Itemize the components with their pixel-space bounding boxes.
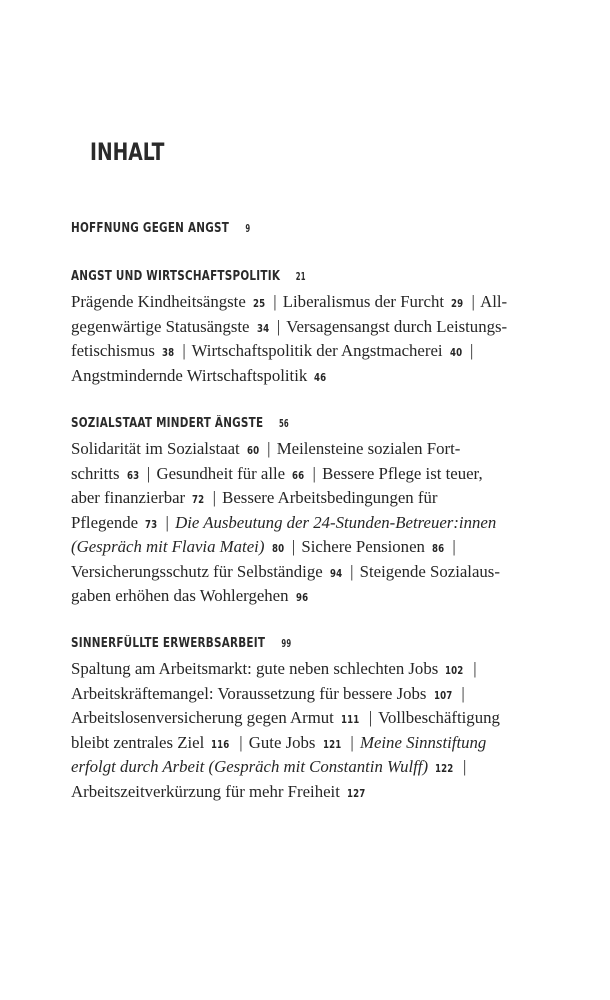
entry-page-number: 127 bbox=[347, 787, 366, 800]
entry-separator: | bbox=[368, 708, 373, 727]
entry-text-italic: Die Ausbeutung der 24-Stunden-Betreuer:innen bbox=[175, 512, 497, 532]
page-title: INHALT bbox=[90, 138, 165, 166]
toc-line bbox=[71, 339, 531, 364]
entry-page-number: 34 bbox=[256, 322, 270, 335]
entry-page-number: 60 bbox=[246, 445, 260, 457]
entry-page-number: 121 bbox=[322, 738, 342, 751]
entry-separator: | bbox=[452, 537, 456, 556]
entry-page-number: 94 bbox=[329, 567, 343, 580]
entry-page-number: 46 bbox=[314, 371, 327, 384]
entry-page-number: 73 bbox=[145, 518, 158, 531]
entry-separator: | bbox=[276, 316, 281, 336]
toc-line bbox=[71, 706, 531, 731]
entry-separator: | bbox=[212, 488, 216, 507]
entry-separator: | bbox=[473, 659, 477, 678]
toc-section-angst bbox=[71, 268, 531, 388]
entry-text: Spaltung am Arbeitsmarkt: gute neben schlechten Jobs bbox=[71, 659, 439, 678]
entry-separator: | bbox=[312, 463, 316, 483]
entry-page-number: 107 bbox=[433, 689, 453, 702]
toc-line bbox=[71, 315, 531, 340]
entry-text-italic: (Gespräch mit Flavia Matei) bbox=[71, 537, 265, 556]
entry-separator: | bbox=[239, 732, 243, 752]
toc-section-erwerbsarbeit bbox=[71, 635, 531, 804]
entry-separator: | bbox=[146, 463, 151, 483]
section-entries bbox=[71, 437, 531, 609]
entry-text: Arbeitslosenversicherung gegen Armut bbox=[71, 708, 334, 727]
entry-text: Versagensangst durch Leistungs- bbox=[286, 316, 508, 336]
entry-text: Angstmindernde Wirtschaftspolitik bbox=[71, 365, 308, 385]
entry-separator: | bbox=[461, 683, 465, 703]
entry-text: schritts bbox=[71, 463, 120, 483]
entry-text-italic: Meine Sinnstiftung bbox=[359, 732, 487, 752]
entry-text-italic: erfolgt durch Arbeit (Gespräch mit Constantin Wulff) bbox=[71, 757, 429, 776]
entry-text: aber finanzierbar bbox=[71, 488, 186, 507]
toc-section-sozialstaat bbox=[71, 415, 531, 609]
section-title: SOZIALSTAAT MINDERT ÄNGSTE bbox=[71, 416, 264, 431]
entry-separator: | bbox=[350, 561, 354, 581]
section-title: SINNERFÜLLTE ERWERBSARBEIT bbox=[71, 636, 266, 651]
entry-separator: | bbox=[291, 537, 296, 556]
toc-line bbox=[71, 560, 531, 585]
entry-page-number: 25 bbox=[252, 298, 266, 310]
entry-page-number: 116 bbox=[211, 738, 230, 751]
entry-text: gaben erhöhen das Wohlergehen bbox=[71, 586, 289, 605]
entry-separator: | bbox=[182, 341, 186, 360]
entry-text: Arbeitskräftemangel: Voraussetzung für bessere Jobs bbox=[71, 683, 427, 703]
entry-separator: | bbox=[471, 292, 475, 311]
toc-line bbox=[71, 755, 531, 780]
entry-separator: | bbox=[463, 757, 467, 776]
entry-text: Steigende Sozialaus- bbox=[359, 561, 500, 581]
entry-page-number: 102 bbox=[445, 665, 464, 677]
entry-text: Arbeitszeitverkürzung für mehr Freiheit bbox=[71, 781, 340, 801]
toc-line bbox=[71, 780, 531, 805]
toc-line bbox=[71, 290, 531, 315]
entry-text: Vollbeschäftigung bbox=[378, 708, 500, 727]
section-title: ANGST UND WIRTSCHAFTSPOLITIK bbox=[71, 269, 281, 284]
section-title: HOFFNUNG GEGEN ANGST bbox=[71, 221, 230, 236]
entry-text: bleibt zentrales Ziel bbox=[71, 732, 205, 752]
entry-text: Sichere Pensionen bbox=[301, 537, 425, 556]
entry-text: gegenwärtige Statusängste bbox=[71, 316, 250, 336]
entry-page-number: 38 bbox=[162, 347, 175, 359]
entry-page-number: 80 bbox=[271, 543, 284, 555]
entry-separator: | bbox=[273, 292, 277, 311]
entry-text: Bessere Pflege ist teuer, bbox=[322, 463, 483, 483]
entry-text: Versicherungsschutz für Selbständige bbox=[71, 561, 323, 581]
toc-section-hoffnung bbox=[71, 220, 531, 242]
entry-text: Gesundheit für alle bbox=[156, 463, 286, 483]
entry-separator: | bbox=[165, 512, 169, 532]
entry-page-number: 122 bbox=[435, 763, 454, 775]
entry-text: Gute Jobs bbox=[248, 732, 316, 752]
entry-page-number: 72 bbox=[192, 494, 205, 506]
toc-line bbox=[71, 462, 531, 487]
section-page-number: 99 bbox=[281, 638, 292, 650]
entry-text: Meilensteine sozialen Fort- bbox=[276, 439, 461, 458]
section-heading bbox=[71, 268, 439, 286]
entry-text: Prägende Kindheitsängste bbox=[71, 292, 246, 311]
entry-text: All- bbox=[480, 292, 508, 311]
entry-separator: | bbox=[267, 439, 271, 458]
entry-page-number: 40 bbox=[449, 347, 463, 359]
toc-line bbox=[71, 584, 531, 609]
section-heading bbox=[71, 415, 439, 433]
toc-line bbox=[71, 511, 531, 536]
toc-line bbox=[71, 682, 531, 707]
section-page-number: 56 bbox=[279, 418, 290, 430]
entry-page-number: 29 bbox=[451, 298, 464, 310]
toc-line bbox=[71, 657, 531, 682]
entry-text: Wirtschaftspolitik der Angstmacherei bbox=[191, 341, 443, 360]
entry-text: fetischismus bbox=[71, 341, 155, 360]
entry-text: Solidarität im Sozialstaat bbox=[71, 439, 240, 458]
entry-separator: | bbox=[350, 732, 354, 752]
section-page-number: 9 bbox=[245, 223, 250, 235]
toc-line bbox=[71, 535, 531, 560]
section-entries bbox=[71, 290, 531, 388]
entry-separator: | bbox=[470, 341, 474, 360]
entry-page-number: 66 bbox=[292, 469, 305, 482]
entry-text: Liberalismus der Furcht bbox=[282, 292, 445, 311]
entry-text: Bessere Arbeitsbedingungen für bbox=[222, 488, 438, 507]
toc-line bbox=[71, 364, 531, 389]
section-entries bbox=[71, 657, 531, 804]
entry-page-number: 86 bbox=[432, 543, 445, 555]
toc-line bbox=[71, 731, 531, 756]
section-heading bbox=[71, 635, 439, 653]
entry-page-number: 111 bbox=[341, 714, 360, 726]
section-heading bbox=[71, 220, 439, 238]
toc-line bbox=[71, 437, 531, 462]
entry-page-number: 96 bbox=[295, 592, 309, 604]
section-page-number: 21 bbox=[296, 271, 307, 283]
entry-text: Pflegende bbox=[71, 512, 139, 532]
toc-line bbox=[71, 486, 531, 511]
entry-page-number: 63 bbox=[126, 469, 140, 482]
